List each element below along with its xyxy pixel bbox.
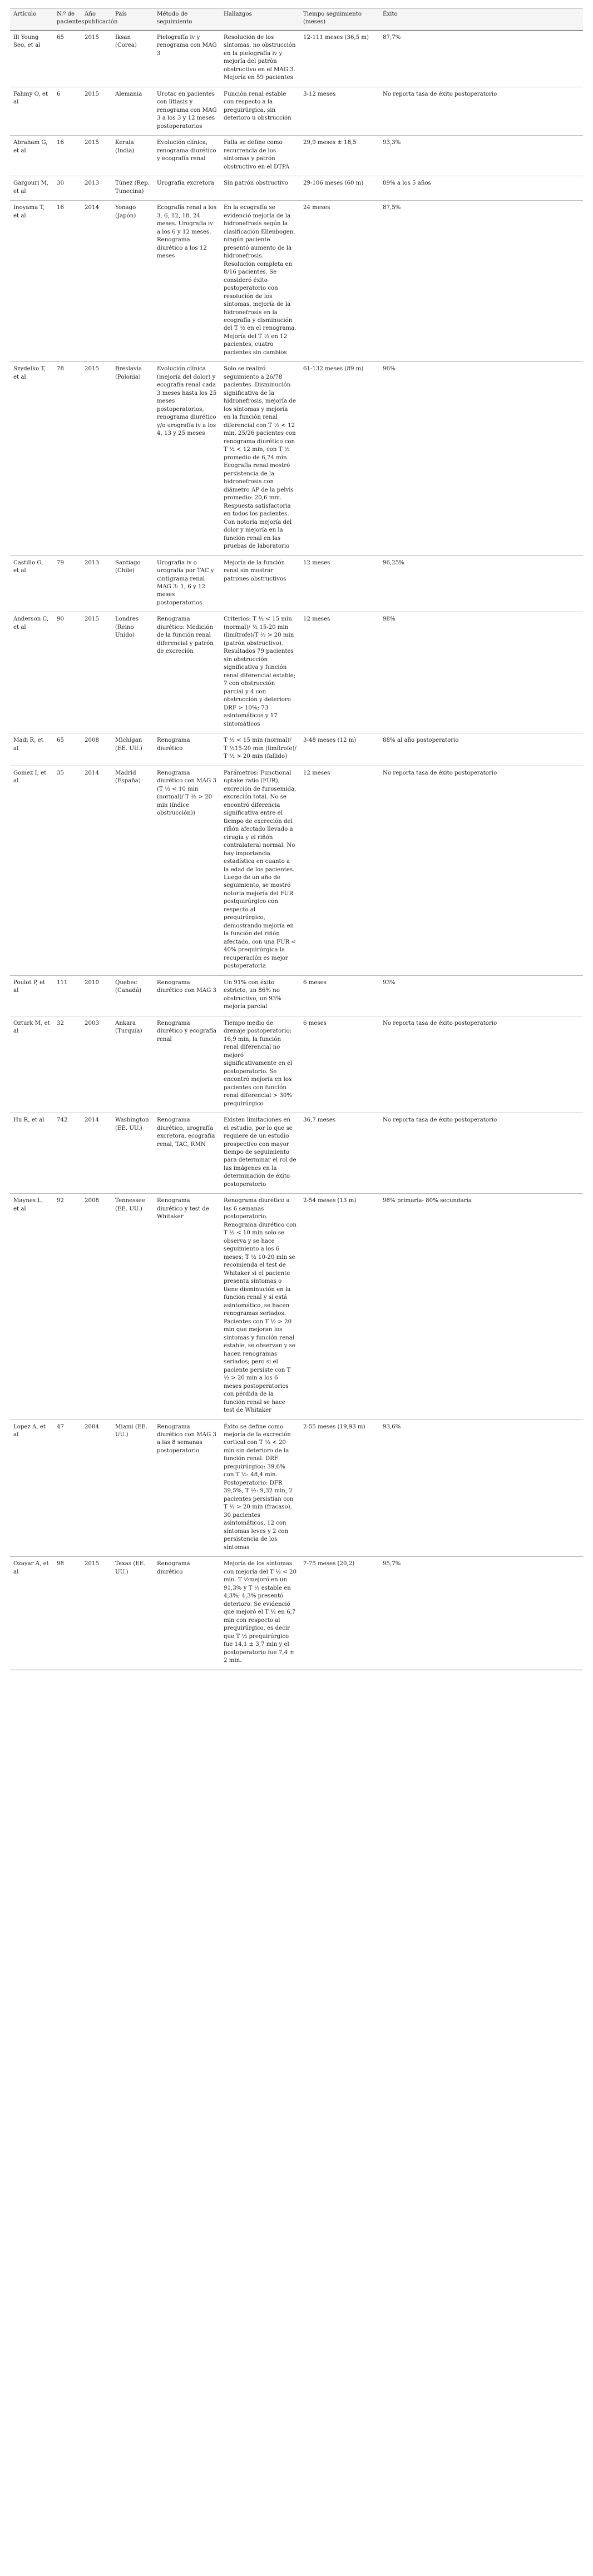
- cell-articulo: Hu R, et al: [10, 1113, 53, 1194]
- cell-tiempo: 12-111 meses (36,5 m): [300, 30, 379, 87]
- col-header-exito: Éxito: [379, 8, 583, 31]
- summary-table: [10, 8, 583, 1670]
- cell-articulo: Maynes L, et al: [10, 1194, 53, 1419]
- cell-pais: Quebec (Canadá): [112, 975, 154, 1016]
- cell-pacientes: 16: [53, 136, 81, 176]
- cell-exito: 88% al año postoperatorio: [379, 733, 583, 766]
- table-row: [10, 1194, 583, 1419]
- col-header-metodo: Método de seguimiento: [154, 8, 220, 31]
- cell-metodo: Evolución clínica (mejoría del dolor) y ecografía renal cada 3 meses hasta los 25 meses postoperatorios, renograma diurético y/o urografía iv a los 4, 13 y 25 meses: [154, 362, 220, 555]
- cell-exito: 98% primaria- 80% secundaria: [379, 1194, 583, 1419]
- col-header-articulo: Artículo: [10, 8, 53, 31]
- cell-anio: 2014: [81, 201, 112, 362]
- cell-anio: 2013: [81, 176, 112, 201]
- cell-hallazgos: Falla se define como recurrencia de los síntomas y patrón obstructivo en el DTPA: [220, 136, 300, 176]
- col-header-anio: Año publicación: [81, 8, 112, 31]
- cell-pais: Ankara (Turquía): [112, 1016, 154, 1113]
- cell-articulo: Madi R, et al: [10, 733, 53, 766]
- cell-metodo: Renograma diurético: [154, 733, 220, 766]
- cell-tiempo: 12 meses: [300, 555, 379, 612]
- cell-exito: No reporta tasa de éxito postoperatorio: [379, 87, 583, 135]
- cell-tiempo: 6 meses: [300, 1016, 379, 1113]
- cell-anio: 2003: [81, 1016, 112, 1113]
- table-body: [10, 30, 583, 1670]
- cell-hallazgos: Renograma diurético a las 6 semanas postoperatorio. Renograma diurético con T ½ < 10 min solo se observa y se hace seguimiento a los 6 meses; T ½ 10-20 min se recomienda el test de Whitaker si el paciente presenta síntomas o tiene disminución en la función renal y si está asintomático, se hacen renogramas seriados. Pacientes con T ½ > 20 min que mejoran los síntomas y función renal estable, se observan y se hacen renogramas seriados; pero si el paciente persiste con T ½ > 20 min a los 6 meses postoperatorios con pérdida de la función renal se hace test de Whitaker: [220, 1194, 300, 1419]
- cell-pacientes: 92: [53, 1194, 81, 1419]
- cell-exito: 95,7%: [379, 1557, 583, 1670]
- cell-anio: 2004: [81, 1419, 112, 1557]
- cell-pais: Miami (EE. UU.): [112, 1419, 154, 1557]
- cell-hallazgos: Parámetros: Functional uptake ratio (FUR), excreción de furosemida, excreción total. No se encontró diferencia significativa entre el tiempo de excreción del riñón afectado llevado a cirugía y el riñón contralateral normal. No hay importancia estadística en cuanto a la edad de los pacientes. Luego de un año de seguimiento, se mostró notoria mejoría del FUR postquirúrgico con respecto al prequirúrgico, demostrando mejoría en la función del riñón afectado, con una FUR < 40% prequirúrgica la recuperación es mejor postoperatoria: [220, 766, 300, 975]
- cell-anio: 2015: [81, 30, 112, 87]
- cell-articulo: Lopez A, et al: [10, 1419, 53, 1557]
- table-row: [10, 1557, 583, 1670]
- cell-tiempo: 36,7 meses: [300, 1113, 379, 1194]
- table-header-row: [10, 8, 583, 31]
- col-header-hallazgos: Hallazgos: [220, 8, 300, 31]
- cell-tiempo: 3-12 meses: [300, 87, 379, 135]
- cell-articulo: Poulot P, et al: [10, 975, 53, 1016]
- cell-metodo: Urografía excretora: [154, 176, 220, 201]
- cell-exito: 87,7%: [379, 30, 583, 87]
- cell-metodo: Renograma diurético con MAG 3 a las 8 semanas postoperatorio: [154, 1419, 220, 1557]
- cell-hallazgos: Mejoría de los síntomas con mejoría del T ½ < 20 min. T ½mejoró en un 91,3% y T ½ estable en 4,3%; 4,3% presentó deterioro. Se evidenció que mejoró el T ½ en 6,7 min con respecto al prequirúrgico, es decir que T ½ prequirúrgico fue 14,1 ± 3,7 min y el postoperatorio fue 7,4 ± 2 min.: [220, 1557, 300, 1670]
- cell-anio: 2015: [81, 362, 112, 555]
- cell-tiempo: 12 meses: [300, 766, 379, 975]
- cell-anio: 2015: [81, 1557, 112, 1670]
- table-row: [10, 1016, 583, 1113]
- cell-pacientes: 78: [53, 362, 81, 555]
- cell-pais: Tennessee (EE. UU.): [112, 1194, 154, 1419]
- cell-anio: 2015: [81, 87, 112, 135]
- cell-tiempo: 24 meses: [300, 201, 379, 362]
- cell-tiempo: 2-54 meses (13 m): [300, 1194, 379, 1419]
- cell-hallazgos: T ½ < 15 min (normal)/ T ½15-20 min (limítrofe)/ T ½ > 20 min (fallido): [220, 733, 300, 766]
- cell-hallazgos: En la ecografía se evidenció mejoría de la hidronefrosis según la clasificación Ellenbogen, ningún paciente presentó aumento de la hidronefrosis. Resolución completa en 8/16 pacientes. Se consideró éxito postoperatorio con resolución de los síntomas, mejoría de la hidronefrosis en la ecografía y disminución del T ½ en el renograma. Mejoría del T ½ en 12 pacientes, cuatro pacientes sin cambios: [220, 201, 300, 362]
- cell-metodo: Renograma diurético con MAG 3 (T ½ < 10 min (normal)/ T ½ > 20 min (índice obstrucción)): [154, 766, 220, 975]
- cell-exito: No reporta tasa de éxito postoperatorio: [379, 766, 583, 975]
- cell-pacientes: 32: [53, 1016, 81, 1113]
- cell-pacientes: 111: [53, 975, 81, 1016]
- cell-hallazgos: Función renal estable con respecto a la prequirúrgica, sin deterioro u obstrucción: [220, 87, 300, 135]
- cell-metodo: Renograma diurético y test de Whitaker: [154, 1194, 220, 1419]
- cell-metodo: Urografía iv o urografía por TAC y cintigrama renal MAG 3: 1, 6 y 12 meses postoperatorios: [154, 555, 220, 612]
- table-row: [10, 1419, 583, 1557]
- cell-articulo: Ill Young Seo, et al: [10, 30, 53, 87]
- cell-hallazgos: Mejoría de la función renal sin mostrar patrones obstructivos: [220, 555, 300, 612]
- cell-exito: 93,3%: [379, 136, 583, 176]
- cell-metodo: Urotac en pacientes con litiasis y renograma con MAG 3 a los 3 y 12 meses postoperatorios: [154, 87, 220, 135]
- cell-pacientes: 742: [53, 1113, 81, 1194]
- cell-pacientes: 6: [53, 87, 81, 135]
- cell-articulo: Castillo O, et al: [10, 555, 53, 612]
- cell-pais: Washington (EE. UU.): [112, 1113, 154, 1194]
- cell-tiempo: 61-132 meses (89 m): [300, 362, 379, 555]
- table-row: [10, 87, 583, 135]
- cell-articulo: Ozayar A, et al: [10, 1557, 53, 1670]
- table-row: [10, 555, 583, 612]
- cell-pais: Alemania: [112, 87, 154, 135]
- cell-metodo: Pielografía iv y renograma con MAG 3: [154, 30, 220, 87]
- cell-tiempo: 12 meses: [300, 612, 379, 733]
- table-row: [10, 136, 583, 176]
- cell-hallazgos: Tiempo medio de drenaje postoperatorio: 16,9 min, la función renal diferencial no mejoró significativamente en el postoperatorio. Se encontró mejoría en los pacientes con función renal diferencial > 30% prequirúrgico: [220, 1016, 300, 1113]
- cell-hallazgos: Existen limitaciones en el estudio, por lo que se requiere de un estudio prospectivo con mayor tiempo de seguimiento para determinar el rol de las imágenes en la determinación de éxito postoperatorio: [220, 1113, 300, 1194]
- cell-hallazgos: Sin patrón obstructivo: [220, 176, 300, 201]
- cell-pacientes: 98: [53, 1557, 81, 1670]
- table-row: [10, 1113, 583, 1194]
- cell-pacientes: 79: [53, 555, 81, 612]
- cell-pais: Texas (EE. UU.): [112, 1557, 154, 1670]
- table-row: [10, 30, 583, 87]
- cell-pais: Breslavia (Polonia): [112, 362, 154, 555]
- cell-tiempo: 3-48 meses (12 m): [300, 733, 379, 766]
- cell-pacientes: 65: [53, 733, 81, 766]
- cell-pais: Santiago (Chile): [112, 555, 154, 612]
- cell-metodo: Renograma diurético, urografía excretora, ecografía renal, TAC, RMN: [154, 1113, 220, 1194]
- cell-anio: 2013: [81, 555, 112, 612]
- cell-pais: Madrid (España): [112, 766, 154, 975]
- cell-tiempo: 6 meses: [300, 975, 379, 1016]
- col-header-pacientes: N.º de pacientes: [53, 8, 81, 31]
- cell-pais: Iksan (Corea): [112, 30, 154, 87]
- cell-tiempo: 2-55 meses (19,93 m): [300, 1419, 379, 1557]
- cell-articulo: Gomez I, et al: [10, 766, 53, 975]
- table-row: [10, 766, 583, 975]
- cell-exito: 96,25%: [379, 555, 583, 612]
- cell-articulo: Szydelko T, et al: [10, 362, 53, 555]
- table-row: [10, 612, 583, 733]
- cell-pacientes: 35: [53, 766, 81, 975]
- cell-anio: 2008: [81, 1194, 112, 1419]
- cell-hallazgos: Criterios: T ½ < 15 min (normal)/ ½ 15-20 min (limítrofe)/T ½ > 20 min (patrón obstructivo). Resultados 79 pacientes sin obstrucción significativa y función renal diferencial estable; 7 con obstrucción parcial y 4 con obstrucción y deterioro DRF > 10%; 73 asintomáticos y 17 sintomáticos: [220, 612, 300, 733]
- cell-exito: 96%: [379, 362, 583, 555]
- table-row: [10, 176, 583, 201]
- cell-tiempo: 29-106 meses (60 m): [300, 176, 379, 201]
- cell-pais: Yonago (Japón): [112, 201, 154, 362]
- cell-anio: 2014: [81, 766, 112, 975]
- table-row: [10, 975, 583, 1016]
- cell-anio: 2015: [81, 136, 112, 176]
- cell-articulo: Inoyama T, et al: [10, 201, 53, 362]
- cell-anio: 2010: [81, 975, 112, 1016]
- table-row: [10, 733, 583, 766]
- cell-pacientes: 16: [53, 201, 81, 362]
- cell-articulo: Abraham G, et al: [10, 136, 53, 176]
- table-row: [10, 201, 583, 362]
- cell-hallazgos: Éxito se define como mejoría de la excreción cortical con T ½ < 20 min sin deterioro de la función renal. DRF prequirúrgico: 39,6% con T ½: 48,4 min. Postoperatorio: DFR 39,5%, T ½: 9,32 min, 2 pacientes persistían con T ½ > 20 min (fracaso), 30 pacientes asintomáticos, 12 con síntomas leves y 2 con persistencia de los síntomas: [220, 1419, 300, 1557]
- cell-metodo: Renograma diurético: [154, 1557, 220, 1670]
- col-header-pais: País: [112, 8, 154, 31]
- cell-exito: 93,6%: [379, 1419, 583, 1557]
- cell-hallazgos: Resolución de los síntomas, no obstrucción en la pielografía iv y mejoría del patrón obstructivo en el MAG 3. Mejoría en 59 pacientes: [220, 30, 300, 87]
- cell-hallazgos: Un 91% con éxito estricto, un 86% no obstructivo, un 93% mejoría parcial: [220, 975, 300, 1016]
- cell-anio: 2008: [81, 733, 112, 766]
- cell-pacientes: 65: [53, 30, 81, 87]
- cell-exito: 89% a los 5 años: [379, 176, 583, 201]
- cell-metodo: Evolución clínica, renograma diurético y ecografía renal: [154, 136, 220, 176]
- cell-pais: Michigan (EE. UU.): [112, 733, 154, 766]
- cell-exito: 93%: [379, 975, 583, 1016]
- cell-metodo: Renograma diurético y ecografía renal: [154, 1016, 220, 1113]
- cell-articulo: Gargouri M, et al: [10, 176, 53, 201]
- cell-exito: No reporta tasa de éxito postoperatorio: [379, 1113, 583, 1194]
- cell-metodo: Renograma diurético con MAG 3: [154, 975, 220, 1016]
- cell-articulo: Ozturk M, et al: [10, 1016, 53, 1113]
- cell-pais: Túnez (Rep. Tunecina): [112, 176, 154, 201]
- cell-metodo: Renograma diurético: Medición de la función renal diferencial y patrón de excreción: [154, 612, 220, 733]
- cell-tiempo: 7-75 meses (20,2): [300, 1557, 379, 1670]
- col-header-tiempo: Tiempo seguimiento (meses): [300, 8, 379, 31]
- cell-pais: Londres (Reino Unido): [112, 612, 154, 733]
- cell-exito: 87,5%: [379, 201, 583, 362]
- cell-anio: 2014: [81, 1113, 112, 1194]
- cell-metodo: Ecografía renal a los 3, 6, 12, 18, 24 meses. Urografía iv a los 6 y 12 meses. Renograma diurético a los 12 meses: [154, 201, 220, 362]
- cell-articulo: Fahmy O, et al: [10, 87, 53, 135]
- cell-pacientes: 30: [53, 176, 81, 201]
- cell-anio: 2015: [81, 612, 112, 733]
- cell-exito: 98%: [379, 612, 583, 733]
- cell-hallazgos: Solo se realizó seguimiento a 26/78 pacientes. Disminución significativa de la hidronefrosis, mejoría de los síntomas y mejoría en la función renal diferencial con T ½ < 12 min. 25/26 pacientes con renograma diurético con T ½ < 12 min, con T ½ promedio de 6,74 min. Ecografía renal mostró persistencia de la hidronefrosis con diámetro AP de la pelvis promedio: 20,6 mm. Respuesta satisfactoria en todos los pacientes. Con notoria mejoría del dolor y mejoría en la función renal en las pruebas de laboratorio: [220, 362, 300, 555]
- cell-pacientes: 47: [53, 1419, 81, 1557]
- cell-exito: No reporta tasa de éxito postoperatorio: [379, 1016, 583, 1113]
- cell-tiempo: 29,9 meses ± 18,5: [300, 136, 379, 176]
- table-row: [10, 362, 583, 555]
- cell-pacientes: 90: [53, 612, 81, 733]
- cell-pais: Kerala (India): [112, 136, 154, 176]
- cell-articulo: Anderson C, et al: [10, 612, 53, 733]
